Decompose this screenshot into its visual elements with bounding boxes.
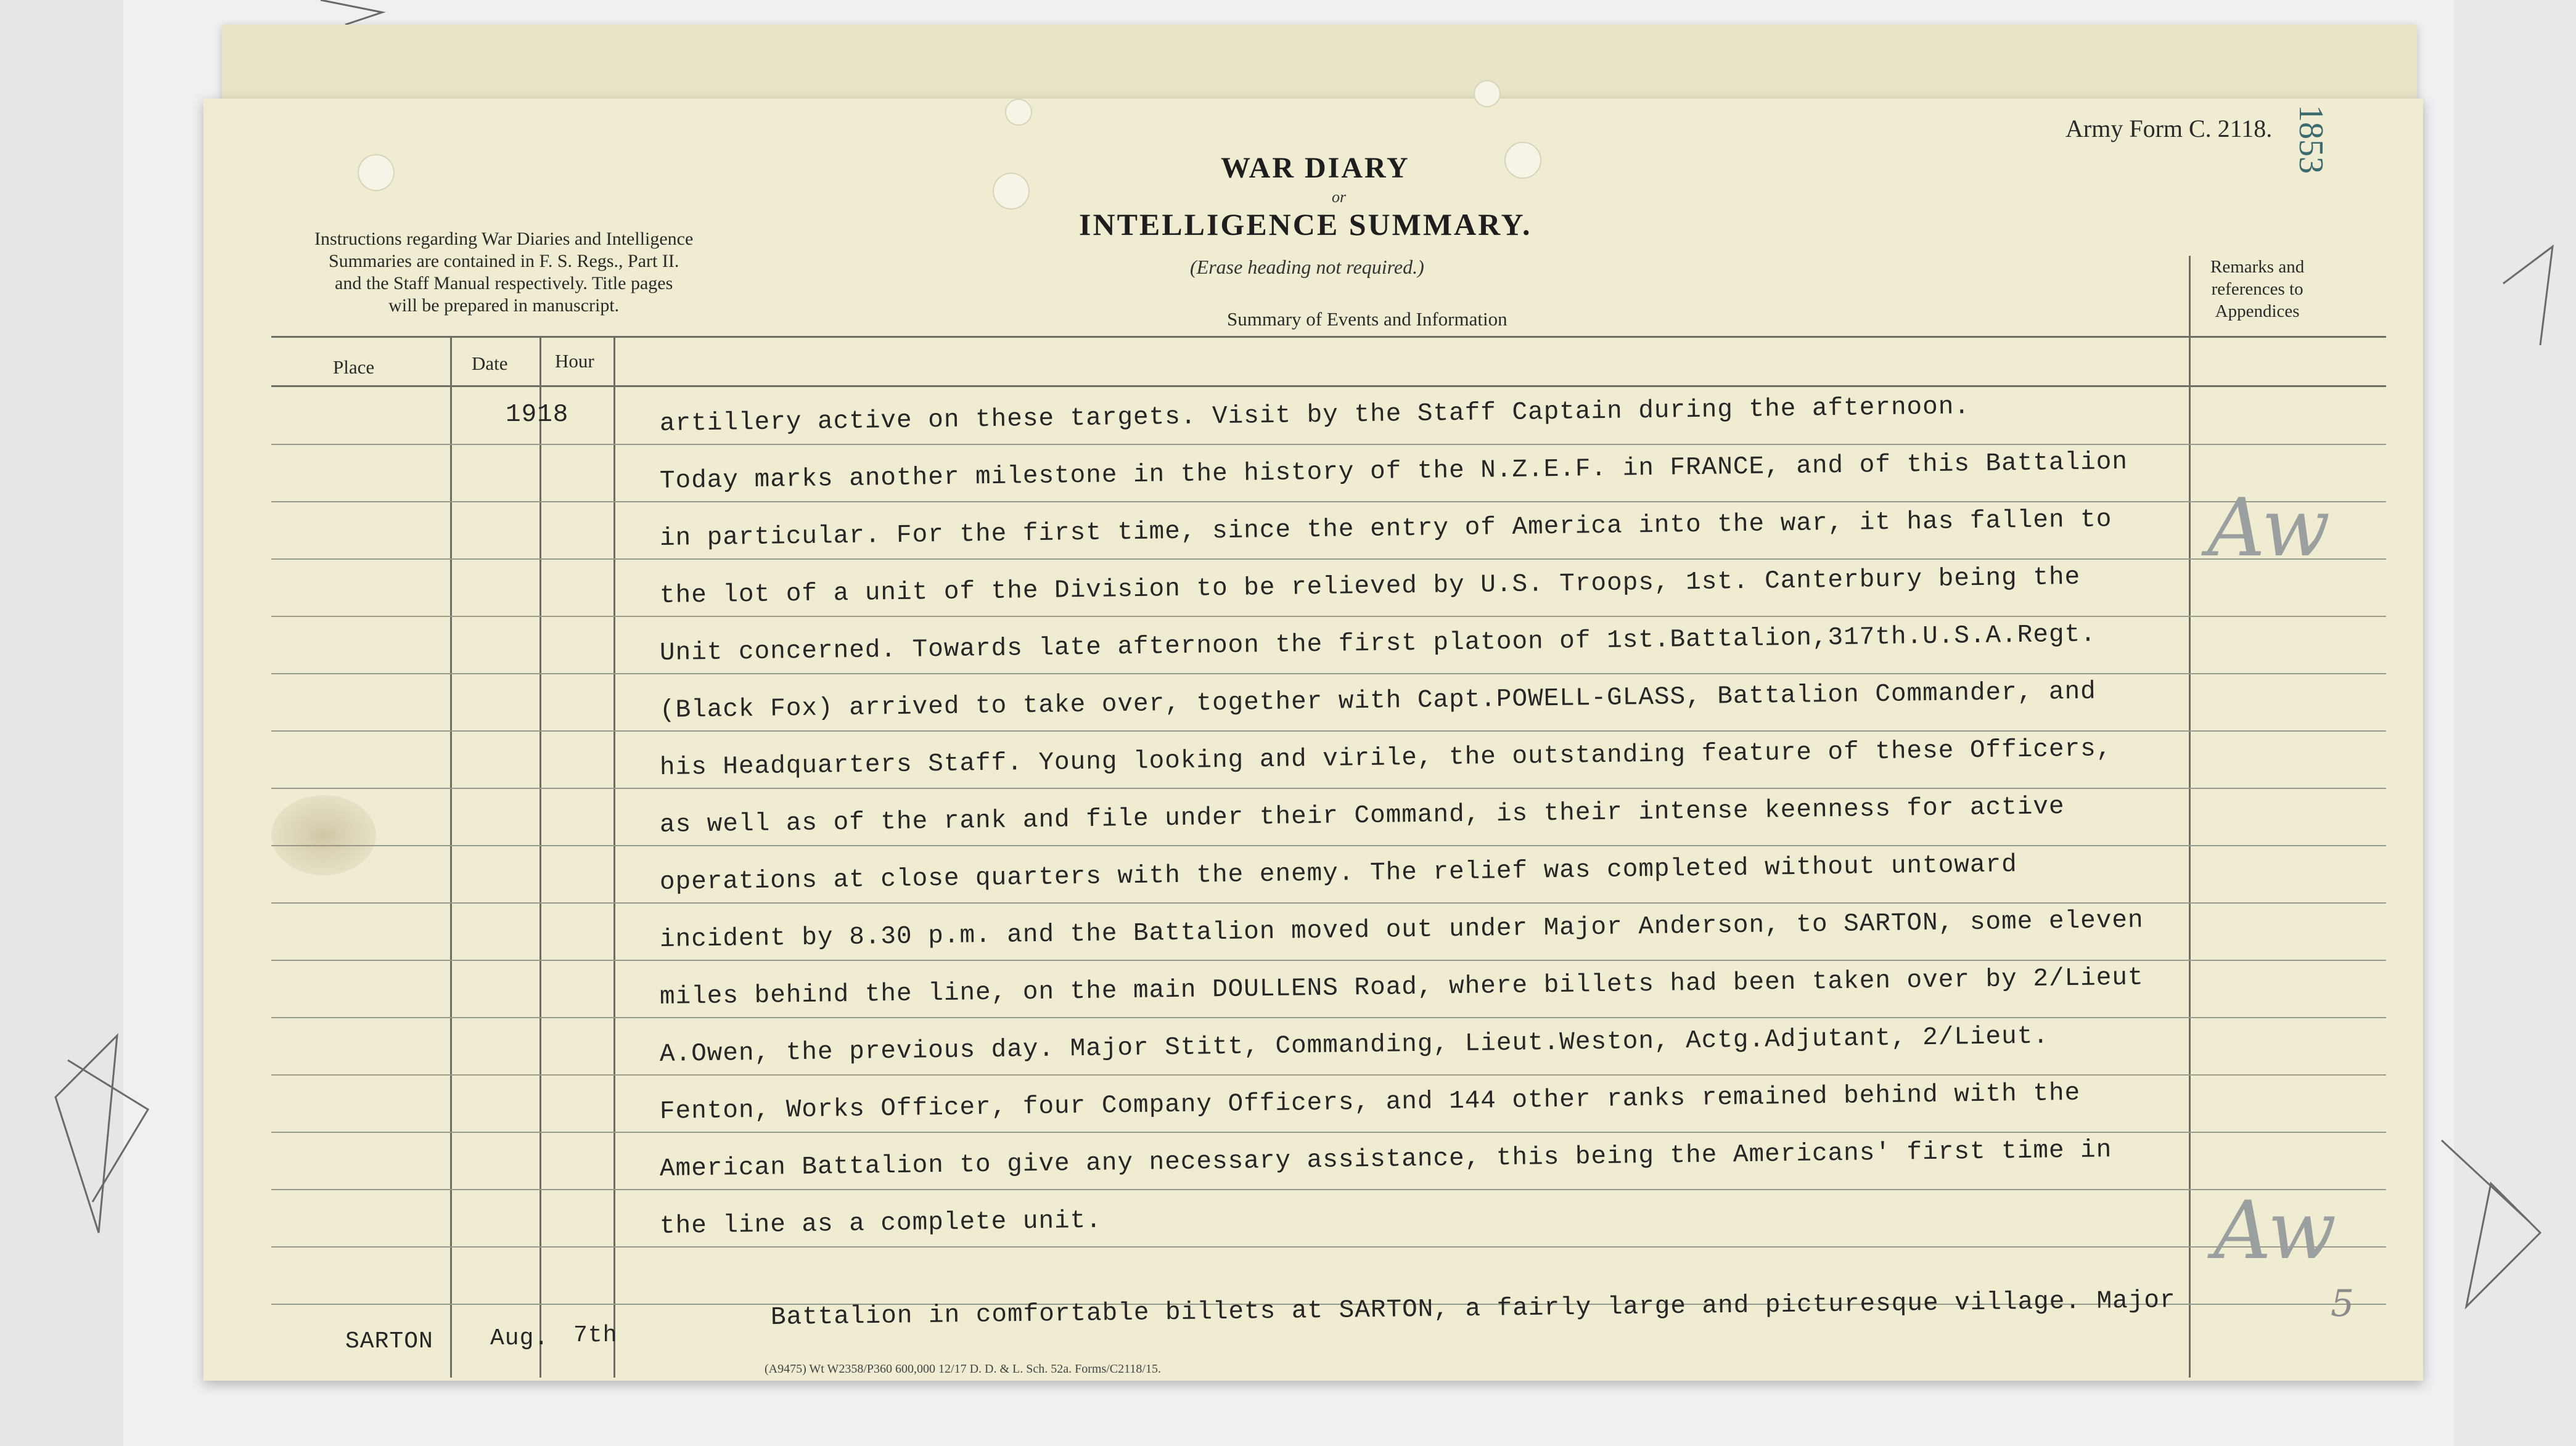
title-war-diary: WAR DIARY [1221, 152, 1410, 184]
ruled-line [271, 730, 2386, 732]
erase-note: (Erase heading not required.) [1190, 256, 1424, 278]
column-head-remarks [2210, 256, 2304, 322]
summary-line: his Headquarters Staff. Young looking and virile, the outstanding feature of these Officers, [659, 735, 2112, 782]
column-divider-place [450, 336, 452, 1378]
column-head-place: Place [333, 356, 375, 378]
column-head-summary: Summary of Events and Information [1227, 308, 1507, 330]
ruled-line [271, 845, 2386, 846]
title-intelligence-summary: INTELLIGENCE SUMMARY. [1079, 207, 1532, 242]
ruled-line [271, 1132, 2386, 1133]
column-divider-remarks [2189, 256, 2191, 1378]
summary-line: in particular. For the first time, since the entry of America into the war, it has fallen to [659, 505, 2112, 553]
summary-line: as well as of the rank and file under their Command, is their intense keenness for active [659, 793, 2065, 839]
punch-hole [1005, 99, 1032, 126]
ruled-line [271, 1189, 2386, 1190]
remarks-head-line: Appendices [2215, 301, 2300, 321]
entry-hour: 7th [573, 1322, 618, 1349]
stain-mark [271, 795, 376, 875]
archive-number-stamp: 1853 [2292, 105, 2330, 174]
punch-hole [1504, 142, 1541, 179]
summary-line: Fenton, Works Officer, four Company Officers, and 144 other ranks remained behind with the [659, 1079, 2081, 1126]
punch-hole [358, 154, 395, 191]
form-number: Army Form C. 2118. [2065, 115, 2273, 142]
summary-line: A.Owen, the previous day. Major Stitt, Commanding, Lieut.Weston, Actg.Adjutant, 2/Lieut. [659, 1022, 2049, 1069]
ruled-line [271, 902, 2386, 904]
footer-print-code: (A9475) Wt W2358/P360 600,000 12/17 D. D. & L. Sch. 52a. Forms/C2118/15. [765, 1362, 1161, 1376]
instructions-line: Summaries are contained in F. S. Regs., Part II. [328, 251, 679, 271]
header-rule [271, 336, 2386, 338]
instructions-block [314, 228, 693, 317]
summary-line: the line as a complete unit. [659, 1206, 1102, 1241]
instructions-line: Instructions regarding War Diaries and Intelligence [314, 229, 694, 249]
ruled-line [271, 616, 2386, 617]
remarks-head-line: Remarks and [2210, 257, 2305, 277]
war-diary-page [203, 99, 2423, 1381]
entry-date: Aug. [490, 1325, 549, 1352]
summary-line: Today marks another milestone in the history of the N.Z.E.F. in FRANCE, and of this Battalion [659, 447, 2128, 496]
summary-line: (Black Fox) arrived to take over, together with Capt.POWELL-GLASS, Battalion Commander, and [659, 677, 2097, 725]
ruled-line [271, 673, 2386, 674]
summary-line: Unit concerned. Towards late afternoon the first platoon of 1st.Battalion,317th.U.S.A.Regt. [659, 620, 2097, 668]
pencil-initials: Aw [2207, 481, 2331, 574]
ruled-line [271, 1246, 2386, 1248]
column-divider-date [539, 336, 541, 1378]
year-entry: 1918 [506, 401, 569, 429]
instructions-line: and the Staff Manual respectively. Title pages [335, 273, 673, 293]
punch-hole [1474, 80, 1501, 107]
punch-hole [993, 173, 1030, 210]
column-head-rule [271, 385, 2386, 387]
remarks-head-line: references to [2211, 279, 2303, 299]
summary-line: miles behind the line, on the main DOULLENS Road, where billets had been taken over by 2/Lieut [659, 963, 2144, 1011]
pencil-page-mark: 5 [2331, 1282, 2355, 1325]
column-head-hour: Hour [555, 350, 594, 372]
title-or: or [1332, 188, 1347, 206]
entry-text: Battalion in comfortable billets at SARTON, a fairly large and picturesque village. Major [770, 1286, 2176, 1332]
pencil-initials: Aw [2213, 1183, 2337, 1277]
ruled-line [271, 1074, 2386, 1076]
column-head-date: Date [472, 353, 508, 374]
ruled-line [271, 501, 2386, 502]
summary-line: artillery active on these targets. Visit by the Staff Captain during the afternoon. [659, 393, 1971, 438]
ruled-line [271, 1017, 2386, 1018]
entry-place: SARTON [345, 1328, 433, 1355]
summary-line: incident by 8.30 p.m. and the Battalion moved out under Major Anderson, to SARTON, some eleven [659, 906, 2144, 954]
ruled-line [271, 444, 2386, 445]
summary-line: American Battalion to give any necessary assistance, this being the Americans' first time in [659, 1136, 2112, 1183]
ruled-line [271, 788, 2386, 789]
instructions-line: will be prepared in manuscript. [388, 295, 620, 316]
summary-line: the lot of a unit of the Division to be relieved by U.S. Troops, 1st. Canterbury being the [659, 563, 2081, 610]
ruled-line [271, 558, 2386, 560]
summary-line: operations at close quarters with the enemy. The relief was completed without untoward [659, 851, 2018, 897]
ruled-line [271, 960, 2386, 961]
column-divider-hour [613, 336, 615, 1378]
